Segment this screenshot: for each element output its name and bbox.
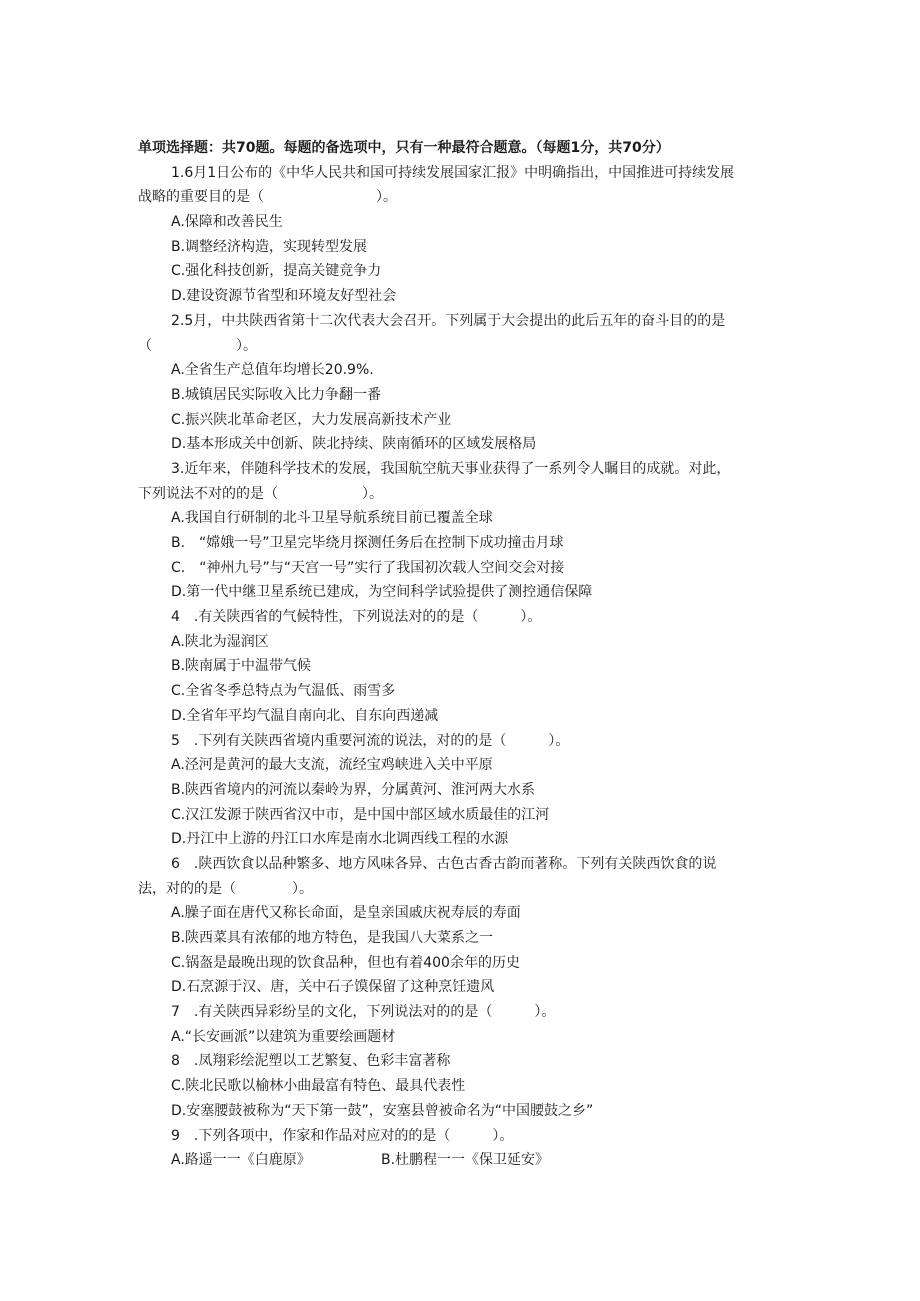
question-stem: 6 .陕西饮食以品种繁多、地方风味各异、古色古香古韵而著称。下列有关陕西饮食的说 [171, 855, 717, 872]
option-d: D.石烹源于汉、唐，关中石子馍保留了这种烹饪遗风 [171, 979, 495, 996]
question-stem: 3.近年来，伴随科学技术的发展，我国航空航天事业获得了一系列令人瞩目的成就。对此， [171, 460, 731, 477]
option-d: D.基本形成关中创新、陕北持续、陕南循环的区域发展格局 [171, 436, 537, 453]
option-a: A.臊子面在唐代又称长命面，是皇亲国戚庆祝寿辰的寿面 [171, 905, 521, 922]
question-6 [138, 852, 788, 1000]
question-1 [138, 161, 788, 309]
option-b: B.杜鹏程一一《保卫延安》 [381, 1152, 550, 1169]
question-7 [138, 1000, 788, 1123]
question-stem-continued: 战略的重要目的是（ ）。 [138, 189, 397, 206]
question-stem: 9 .下列各项中，作家和作品对应对的的是（ ）。 [171, 1127, 514, 1144]
option-a: A.“长安画派”以建筑为重要绘画题材 [171, 1028, 396, 1045]
option-d: D.第一代中继卫星系统已建成，为空间科学试验提供了测控通信保障 [171, 584, 593, 601]
question-stem: 2.5月，中共陕西省第十二次代表大会召开。下列属于大会提出的此后五年的奋斗目的的是 [171, 312, 726, 329]
question-stem: 1.6月1日公布的《中华人民共和国可持续发展国家汇报》中明确指出，中国推进可持续发展 [171, 164, 735, 181]
option-c: C. “神州九号”与“天宫一号”实行了我国初次载人空间交会对接 [171, 559, 565, 576]
option-c: C.强化科技创新，提高关键竞争力 [171, 263, 382, 280]
question-3 [138, 457, 788, 605]
question-stem: 5 .下列有关陕西省境内重要河流的说法，对的的是（ ）。 [171, 732, 570, 749]
option-d: D.建设资源节省型和环境友好型社会 [171, 288, 397, 305]
question-stem-continued: 下列说法不对的的是（ ）。 [138, 485, 383, 502]
option-b: 8 .凤翔彩绘泥塑以工艺繁复、色彩丰富著称 [171, 1053, 451, 1070]
option-c: C.锅盔是最晚出现的饮食品种，但也有着400余年的历史 [171, 954, 520, 971]
option-c: C.全省冬季总特点为气温低、雨雪多 [171, 683, 396, 700]
question-stem-continued: 法，对的的是（ ）。 [138, 880, 313, 897]
option-b: B. “嫦娥一号”卫星完毕绕月探测任务后在控制下成功撞击月球 [171, 535, 564, 551]
option-a: A.保障和改善民生 [171, 214, 283, 231]
option-b: B.城镇居民实际收入比力争翻一番 [171, 386, 382, 403]
option-c: C.汉江发源于陕西省汉中市，是中国中部区域水质最佳的江河 [171, 806, 550, 823]
option-b: B.陕西省境内的河流以秦岭为界，分属黄河、淮河两大水系 [171, 781, 536, 798]
option-row [138, 1148, 788, 1173]
option-d: D.丹江中上游的丹江口水库是南水北调西线工程的水源 [171, 831, 509, 848]
option-a: A.路遥一一《白鹿原》 [171, 1152, 311, 1169]
option-b: B.调整经济构造，实现转型发展 [171, 238, 368, 255]
question-9 [138, 1124, 788, 1173]
question-2 [138, 309, 788, 457]
option-b: B.陕西菜具有浓郁的地方特色，是我国八大菜系之一 [171, 930, 494, 946]
question-4 [138, 605, 788, 728]
option-c: C.振兴陕北革命老区，大力发展高新技术产业 [171, 411, 452, 428]
option-c: C.陕北民歌以榆林小曲最富有特色、最具代表性 [171, 1078, 466, 1095]
question-stem-continued: （ ）。 [138, 337, 257, 354]
question-stem: 7 .有关陕西异彩纷呈的文化，下列说法对的的是（ ）。 [171, 1004, 556, 1021]
option-a: A.陕北为湿润区 [171, 633, 269, 650]
option-a: A.泾河是黄河的最大支流，流经宝鸡峡进入关中平原 [171, 757, 493, 774]
question-5 [138, 729, 788, 852]
option-b: B.陕南属于中温带气候 [171, 658, 312, 675]
option-d: D.安塞腰鼓被称为“天下第一鼓”，安塞县曾被命名为“中国腰鼓之乡” [171, 1102, 594, 1119]
option-a: A.全省生产总值年均增长20.9%. [171, 362, 374, 379]
exam-document [138, 136, 788, 1173]
section-header: 单项选择题：共70题。每题的备选项中，只有一种最符合题意。（每题1分，共70分） [138, 140, 670, 156]
option-a: A.我国自行研制的北斗卫星导航系统目前已覆盖全球 [171, 510, 493, 527]
option-d: D.全省年平均气温自南向北、自东向西递减 [171, 707, 439, 724]
question-stem: 4 .有关陕西省的气候特性，下列说法对的的是（ ）。 [171, 609, 542, 626]
